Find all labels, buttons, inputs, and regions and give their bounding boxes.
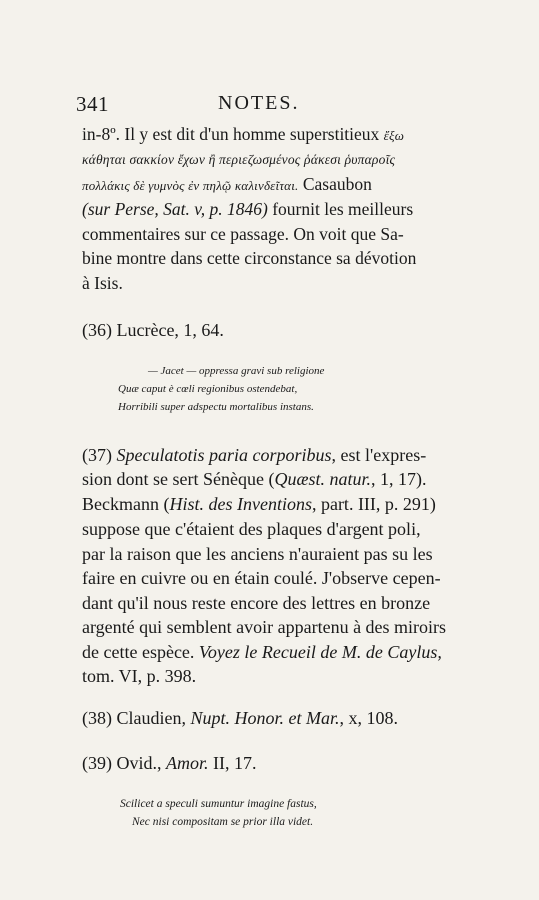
text-segment: de cette espèce. (82, 642, 195, 662)
italic-text: Amor. (166, 753, 209, 773)
text-segment: , est l'expres- (331, 445, 427, 465)
text-segment: in-8º. Il y est dit d'un homme superstitieux (82, 124, 380, 144)
text-line: commentaires sur ce passage. On voit que Sa- (82, 224, 404, 244)
note-number: (37) (82, 445, 112, 465)
page-number: 341 (76, 92, 109, 116)
text-line (82, 122, 478, 148)
quote-line: Quæ caput è cœli regionibus ostendebat, (118, 383, 298, 395)
note-37-line: argenté qui semblent avoir appartenu à des miroirs (82, 617, 447, 637)
italic-text: Speculatotis paria corporibus (116, 445, 332, 465)
italic-text: Quæst. natur. (274, 469, 371, 489)
note-37-line: par la raison que les anciens n'auraient pas su les (82, 544, 433, 564)
citation: (sur Perse, Sat. v, p. 1846) (82, 199, 268, 219)
note-37-line (82, 640, 482, 664)
note-37-line (82, 492, 482, 516)
italic-text: Hist. des Inventions (169, 494, 312, 514)
note-39-line (82, 751, 482, 775)
text-segment: fournit les meilleurs (272, 199, 414, 219)
quote-line: Nec nisi compositam se prior illa videt. (132, 816, 314, 828)
greek-line: κάθηται σακκίον ἔχων ἢ περιεζωσμένος ῥάκεσι ῥυπαροῖς (82, 152, 396, 167)
italic-text: Nupt. Honor. et Mar. (190, 708, 340, 728)
text-segment: , 1, 17). (371, 469, 427, 489)
page-header (76, 92, 496, 118)
text-segment: , part. III, p. 291) (311, 494, 436, 514)
text-line: bine montre dans cette circonstance sa dévotion (82, 248, 417, 268)
text-segment: Beckmann ( (82, 494, 170, 514)
note-37-line: faire en cuivre ou en étain coulé. J'observe cepen- (82, 568, 441, 588)
text-line (82, 197, 478, 221)
note-37-line: suppose que c'étaient des plaques d'argent poli, (82, 519, 421, 539)
quote-line: — Jacet — oppressa gravi sub religione (148, 365, 325, 377)
greek-text: πολλάκις δὲ γυμνὸς ἐν πηλῷ καλινδεῖται. (82, 178, 299, 193)
text-segment: II, 17. (213, 753, 257, 773)
text-segment: sion dont se sert Sénèque ( (82, 469, 275, 489)
quote-line: Scilicet a speculi sumuntur imagine fastus, (120, 798, 317, 810)
text-segment: , x, 108. (339, 708, 398, 728)
text-line (82, 172, 478, 198)
italic-text: Voyez le Recueil de M. de Caylus, (198, 642, 442, 662)
text-segment: (39) Ovid., (82, 753, 162, 773)
quote-line: Horribili super adspectu mortalibus instans. (118, 401, 314, 413)
greek-text: ἔξω (383, 128, 405, 143)
note-37-line (82, 467, 482, 491)
note-37-line (82, 443, 482, 467)
note-38-line (82, 706, 482, 730)
note-37-line: dant qu'il nous reste encore des lettres en bronze (82, 593, 431, 613)
text-segment: (38) Claudien, (82, 708, 186, 728)
running-title: NOTES. (218, 92, 300, 114)
note-36-ref: (36) Lucrèce, 1, 64. (82, 320, 224, 340)
text-line: à Isis. (82, 273, 123, 293)
note-37-line: tom. VI, p. 398. (82, 666, 197, 686)
text-segment: Casaubon (302, 174, 372, 194)
